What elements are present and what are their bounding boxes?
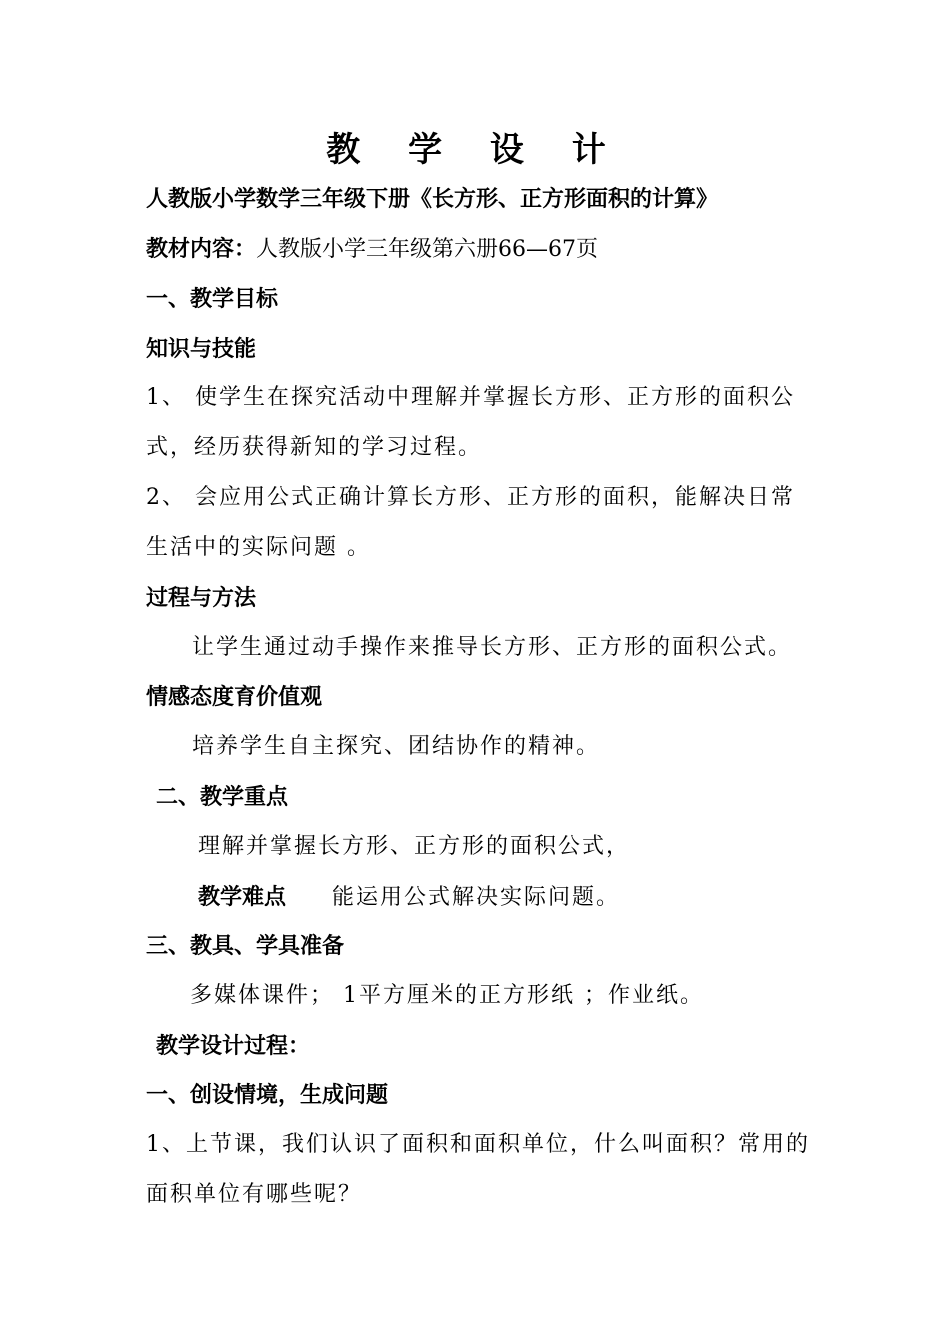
difficulty-line (198, 882, 620, 913)
knowledge-item1-line2: 式，经历获得新知的学习过程。 (146, 435, 483, 460)
section2-text: 理解并掌握长方形、正方形的面积公式， (198, 834, 631, 859)
part1-line2: 面积单位有哪些呢？ (146, 1182, 363, 1207)
material-line (146, 234, 598, 265)
part1-line1: 1、上节课，我们认识了面积和面积单位，什么叫面积？常用的 (146, 1132, 810, 1157)
process-heading: 过程与方法 (146, 585, 257, 611)
emotion-heading: 情感态度育价值观 (146, 684, 323, 710)
part1-heading: 一、创设情境，生成问题 (146, 1082, 389, 1108)
process-design-heading: 教学设计过程： (156, 1033, 311, 1059)
section1-heading: 一、教学目标 (146, 286, 279, 312)
section3-text: 多媒体课件； 1平方厘米的正方形纸 ；作业纸。 (190, 983, 704, 1008)
document-title: 教 学 设 计 (326, 130, 624, 170)
knowledge-heading: 知识与技能 (146, 336, 257, 362)
knowledge-item2-line2: 生活中的实际问题 。 (146, 535, 371, 560)
document-subtitle: 人教版小学数学三年级下册《长方形、正方形面积的计算》 (146, 186, 719, 212)
section2-heading: 二、教学重点 (156, 784, 289, 810)
material-label: 教材内容： (146, 236, 257, 262)
process-text: 让学生通过动手操作来推导长方形、正方形的面积公式。 (192, 635, 793, 660)
difficulty-text: 能运用公式解决实际问题。 (332, 885, 621, 910)
material-value: 人教版小学三年级第六册66—67页 (256, 237, 599, 262)
section3-heading: 三、教具、学具准备 (146, 933, 345, 959)
knowledge-item1-line1: 1、 使学生在探究活动中理解并掌握长方形、正方形的面积公 (146, 385, 795, 410)
emotion-text: 培养学生自主探究、团结协作的精神。 (192, 734, 601, 759)
knowledge-item2-line1: 2、 会应用公式正确计算长方形、正方形的面积，能解决日常 (146, 485, 795, 510)
difficulty-label: 教学难点 (198, 884, 287, 910)
